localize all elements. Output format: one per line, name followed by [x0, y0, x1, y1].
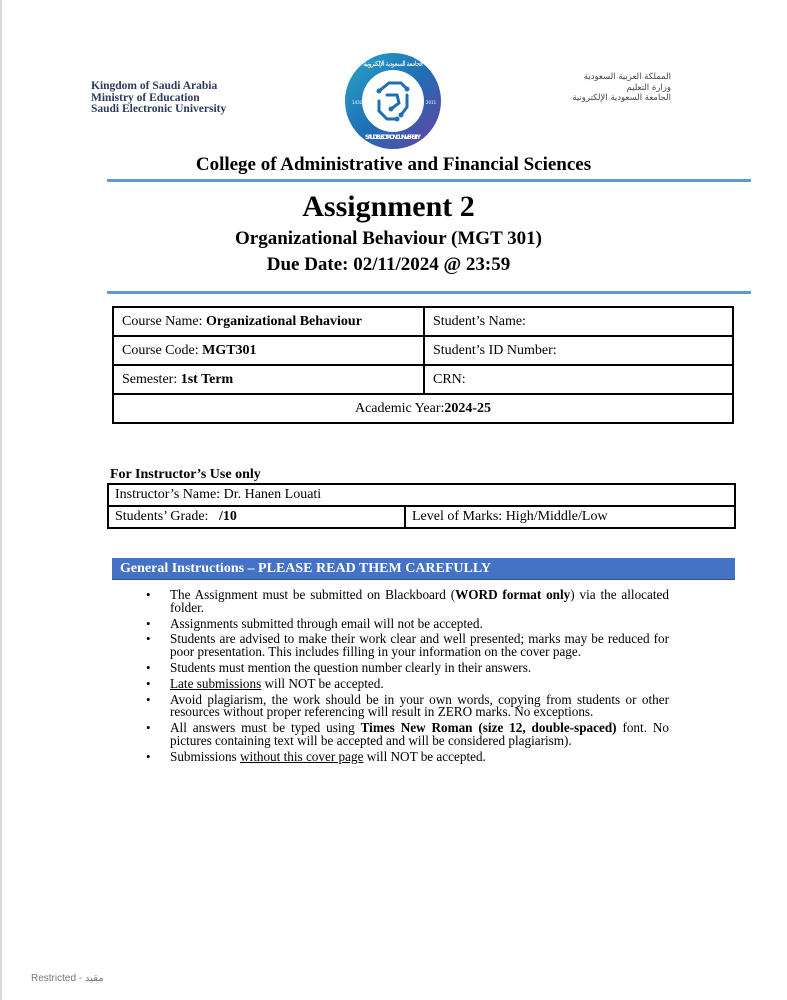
course-info-table [112, 306, 734, 424]
due-date: Due Date: 02/11/2024 @ 23:59 [266, 254, 511, 275]
logo-center [362, 70, 424, 132]
divider-top [107, 179, 751, 182]
grade-value: /10 [218, 509, 237, 524]
instructions-list [146, 589, 669, 767]
list-item: • Students are advised to make their work clear and well presented; marks may be reduced for poor presentation. This includes filling in your information on the cover page. [146, 633, 669, 659]
students-grade-cell[interactable]: Students’ Grade: /10 [108, 506, 405, 528]
list-item: • Assignments submitted through email will not be accepted. [146, 618, 669, 631]
list-item: • Students must mention the question number clearly in their answers. [146, 662, 669, 675]
table-row [113, 365, 733, 394]
university-logo [343, 51, 443, 151]
general-instructions-heading: General Instructions – PLEASE READ THEM CAREFULLY [112, 558, 735, 580]
classification-footer: Restricted - مقيد [31, 973, 104, 984]
header-right-arabic [572, 72, 671, 104]
course-name-cell: Course Name: Organizational Behaviour [113, 307, 424, 336]
academic-year-cell: Academic Year:2024-25 [113, 394, 733, 423]
instructor-table [107, 483, 736, 529]
table-row [113, 394, 733, 423]
college-name: College of Administrative and Financial Sciences [195, 154, 592, 175]
course-title: Organizational Behaviour (MGT 301) [235, 228, 542, 249]
logo-arabic-text: الجامعة السعودية الإلكترونية [363, 60, 423, 68]
table-row [113, 307, 733, 336]
header-university-ar: الجامعة السعودية الإلكترونية [572, 93, 671, 103]
course-code-cell: Course Code: MGT301 [113, 336, 424, 365]
instructor-section-label: For Instructor’s Use only [110, 467, 261, 482]
header-ministry: Ministry of Education [91, 91, 200, 104]
page-edge [0, 0, 2, 1000]
crn-field[interactable]: CRN: [424, 365, 733, 394]
logo-english-text: SAUDI ELECTRONIC UNIVERSITY [365, 134, 421, 141]
academic-year-value: 2024-25 [444, 400, 492, 416]
divider-bottom [107, 291, 751, 294]
header-left [91, 81, 226, 116]
course-name-value: Organizational Behaviour [205, 313, 362, 329]
student-name-field[interactable]: Student’s Name: [424, 307, 733, 336]
level-of-marks: Level of Marks: High/Middle/Low [405, 506, 735, 528]
list-item: • The Assignment must be submitted on Blackboard (WORD format only) via the allocated folder. [146, 589, 669, 615]
list-item: • Submissions without this cover page will NOT be accepted. [146, 751, 669, 764]
list-item: • Avoid plagiarism, the work should be in your own words, copying from students or other resources without proper referencing will result in ZERO marks. No exceptions. [146, 694, 669, 720]
logo-year-right: 2011 [426, 100, 437, 105]
instructor-name: Instructor’s Name: Dr. Hanen Louati [108, 484, 735, 506]
semester-cell: Semester: 1st Term [113, 365, 424, 394]
course-code-value: MGT301 [202, 342, 257, 358]
assignment-title: Assignment 2 [302, 190, 475, 223]
table-row [108, 506, 735, 528]
list-item: • All answers must be typed using Times New Roman (size 12, double-spaced) font. No pictures containing text will be accepted and will be considered plagiarism). [146, 722, 669, 748]
table-row [108, 484, 735, 506]
header-ministry-ar: وزارة التعليم [626, 82, 671, 93]
table-row [113, 336, 733, 365]
semester-value: 1st Term [180, 371, 234, 387]
logo-year-left: 1432 [352, 100, 363, 105]
student-id-field[interactable]: Student’s ID Number: [424, 336, 733, 365]
header-kingdom-ar: المملكة العربية السعودية [583, 72, 671, 82]
list-item: • Late submissions will NOT be accepted. [146, 678, 669, 691]
header-university: Saudi Electronic University [91, 103, 227, 115]
header-kingdom: Kingdom of Saudi Arabia [91, 80, 218, 92]
